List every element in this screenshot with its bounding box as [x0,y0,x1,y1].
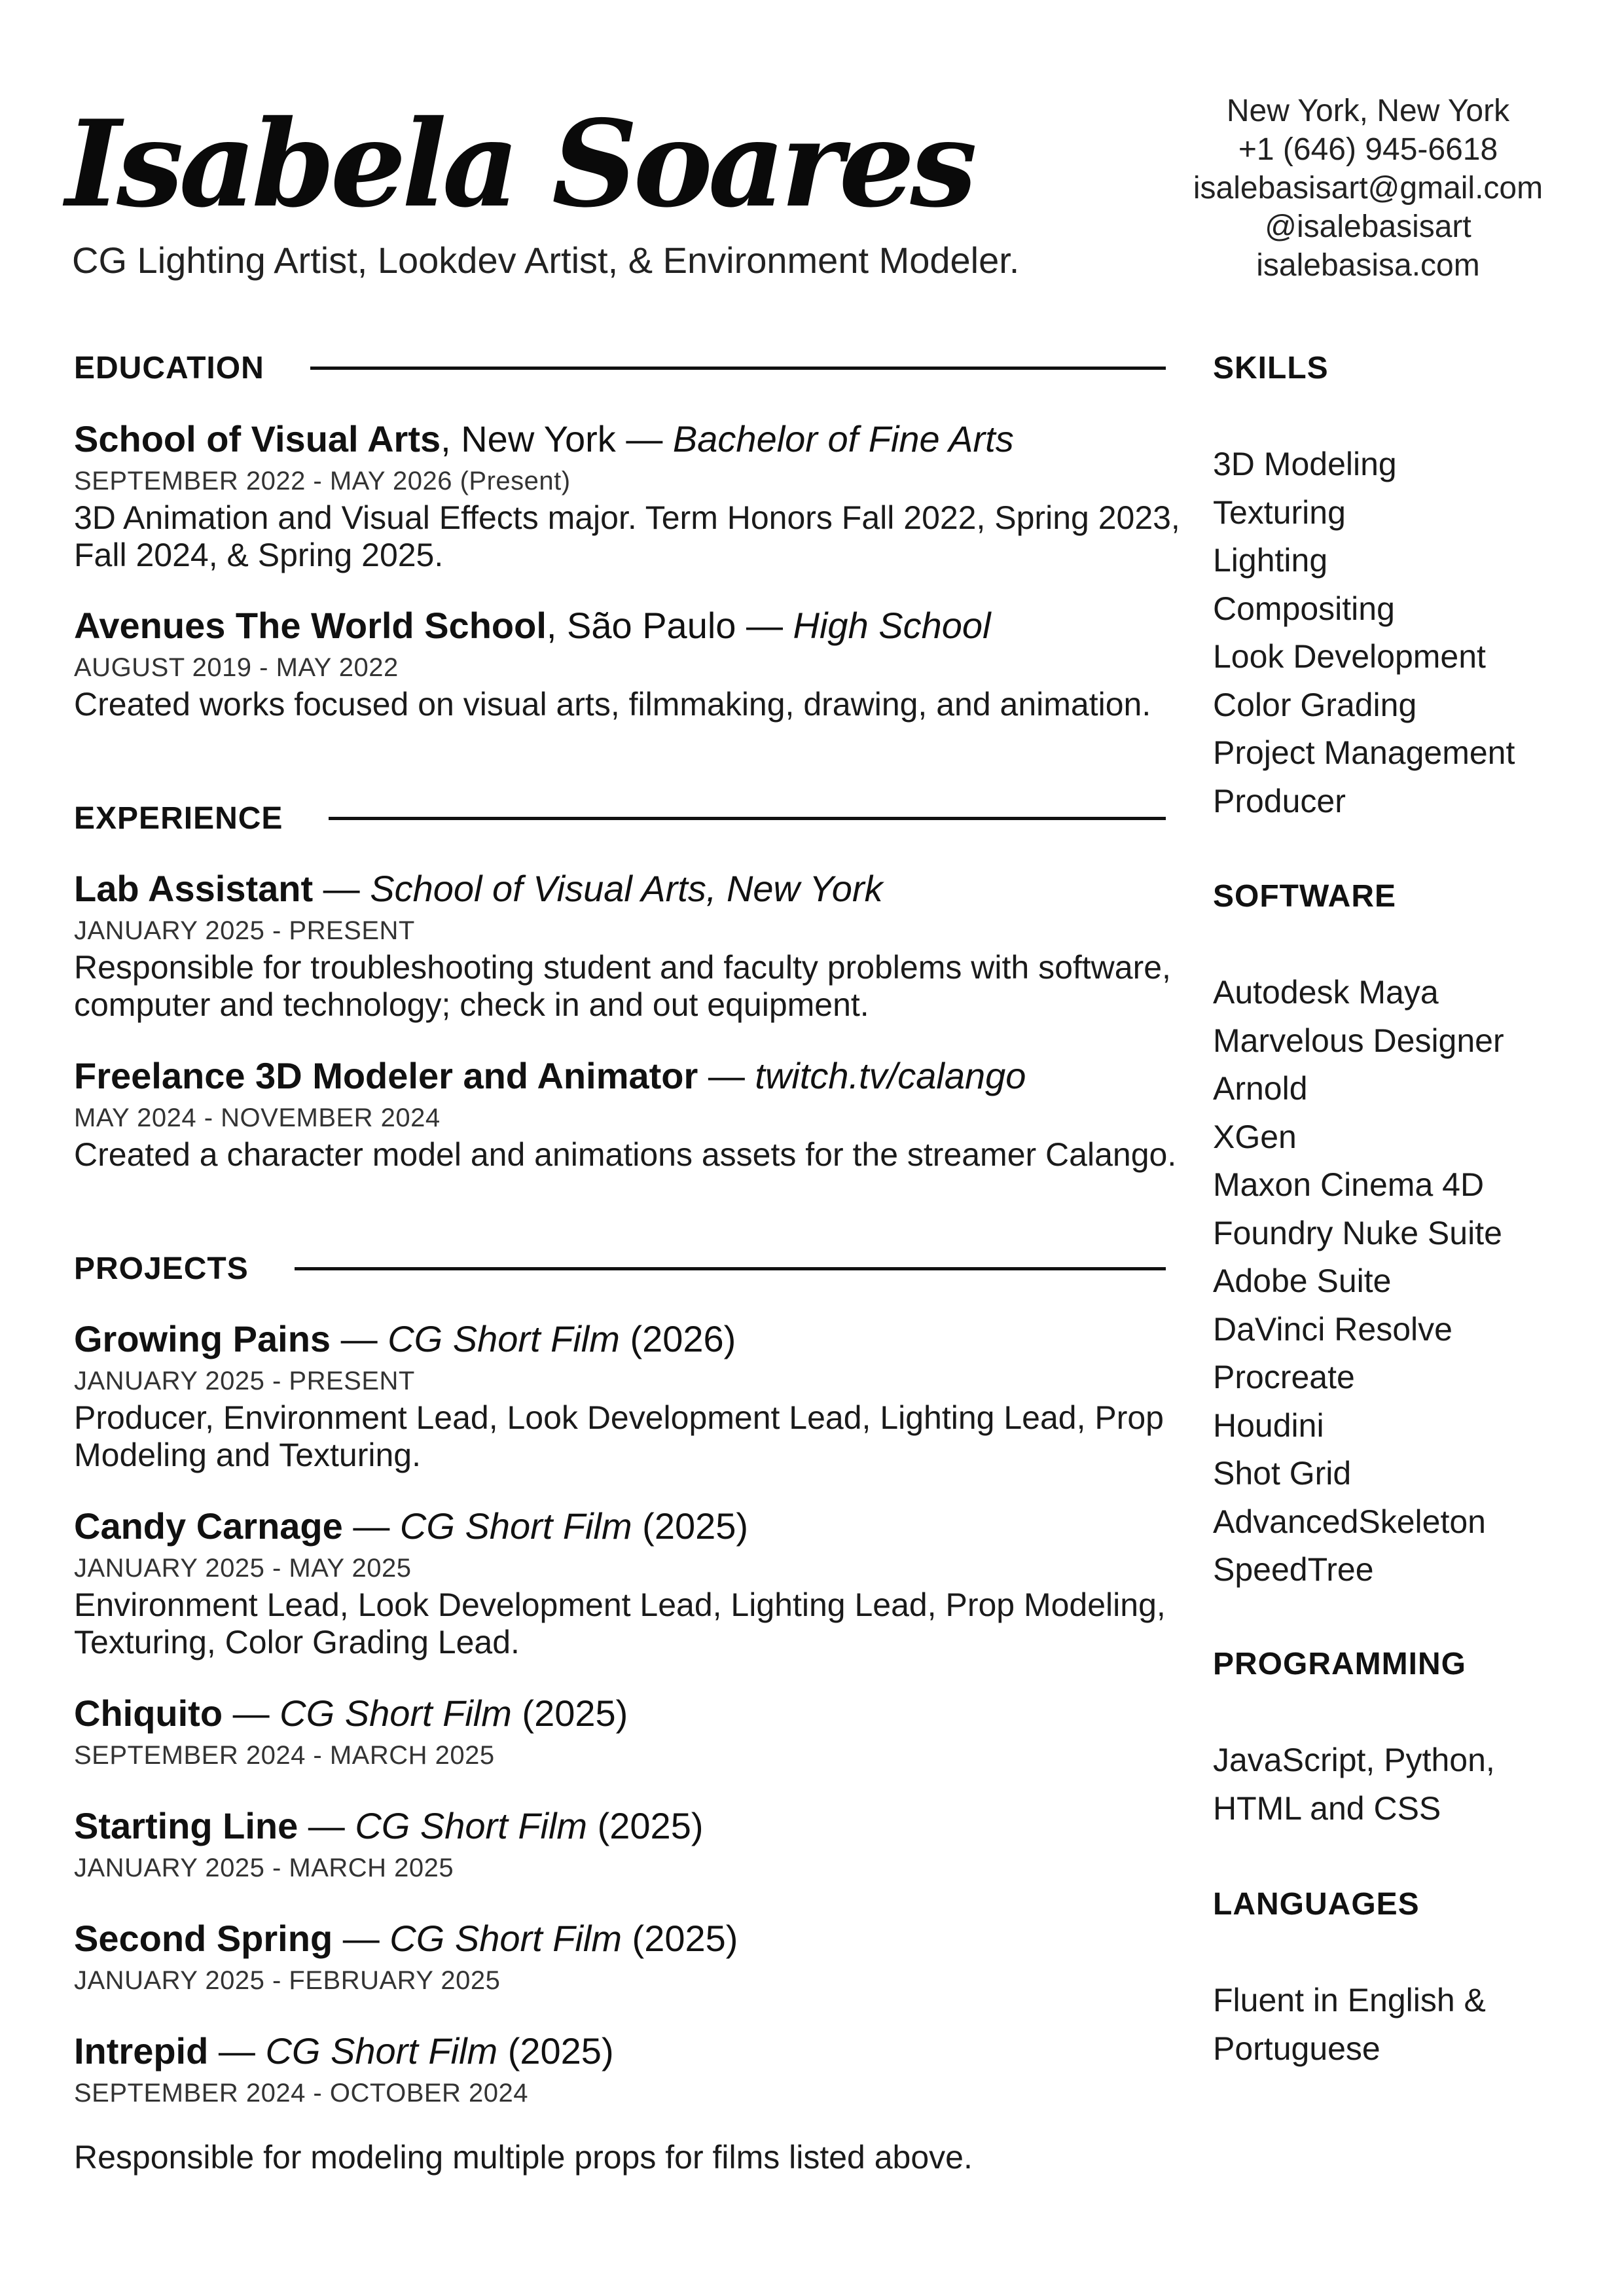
software-item: XGen [1213,1118,1297,1155]
software-item: Maxon Cinema 4D [1213,1166,1485,1203]
education-divider [310,367,1166,370]
project-kind: CG Short Film [355,1805,588,1846]
contact-website[interactable]: isalebasisa.com [1256,248,1480,283]
entry-description: Responsible for troubleshooting student and faculty problems with software, computer and technology; check in and out equipment. [74,949,1171,1023]
entry-date: SEPTEMBER 2022 - MAY 2026 (Present) [74,467,571,495]
software-item: AdvancedSkeleton [1213,1503,1486,1540]
entry-description: Environment Lead, Look Development Lead, Lighting Lead, Prop Modeling, Texturing, Color Grading Lead. [74,1587,1166,1660]
project-year: (2025) [587,1805,704,1846]
project-kind: CG Short Film [265,2030,498,2072]
skill-item: Project Management [1213,734,1515,771]
skill-item: Color Grading [1213,686,1417,723]
title-separator: — [313,868,370,909]
school-location: , São Paulo — [546,605,793,646]
project-year: (2025) [632,1505,749,1547]
languages-heading: LANGUAGES [1213,1887,1420,1922]
software-item: Marvelous Designer [1213,1022,1504,1059]
entry-title [74,1803,1180,1850]
entry-title [74,865,1180,912]
title-separator: — [208,2030,266,2072]
entry-description: Created works focused on visual arts, filmmaking, drawing, and animation. [74,686,1151,723]
entry-title [74,1915,1180,1962]
languages-text: Fluent in English & Portuguese [1213,1982,1486,2067]
education-entry [74,602,1180,723]
programming-heading: PROGRAMMING [1213,1647,1466,1681]
education-heading [74,348,1166,387]
entry-title [74,1503,1180,1550]
project-year: (2025) [511,1693,628,1734]
project-entry [74,1316,1180,1474]
projects-divider [295,1267,1166,1270]
title-separator: — [698,1055,755,1096]
experience-entry [74,1052,1180,1174]
projects-heading [74,1249,1166,1288]
project-year: (2025) [497,2030,614,2072]
entry-date: JANUARY 2025 - MAY 2025 [74,1554,412,1583]
candidate-name: Isabela Soares [65,94,973,234]
entry-title [74,1690,1180,1737]
entry-date: SEPTEMBER 2024 - MARCH 2025 [74,1741,495,1770]
project-entry [74,1503,1180,1661]
software-item: Shot Grid [1213,1455,1352,1492]
software-item: SpeedTree [1213,1551,1374,1588]
education-heading-label: EDUCATION [74,350,264,386]
project-entry [74,1690,1180,1774]
projects-footer-note: Responsible for modeling multiple props for films listed above. [74,2139,973,2176]
skill-item: 3D Modeling [1213,446,1397,482]
entry-date: JANUARY 2025 - PRESENT [74,1367,415,1395]
entry-title [74,416,1180,463]
entry-description: 3D Animation and Visual Effects major. Term Honors Fall 2022, Spring 2023, Fall 2024, & Spring 2025. [74,499,1180,573]
project-title: Candy Carnage [74,1505,343,1547]
job-title: Lab Assistant [74,868,314,909]
software-item: DaVinci Resolve [1213,1310,1453,1348]
title-separator: — [333,1918,390,1959]
entry-date: AUGUST 2019 - MAY 2022 [74,653,399,682]
skill-item: Look Development [1213,638,1486,675]
entry-title [74,2028,1180,2075]
experience-divider [329,817,1166,820]
job-org[interactable]: twitch.tv/calango [755,1055,1026,1096]
school-location: , New York — [441,418,673,459]
software-heading: SOFTWARE [1213,879,1396,914]
project-title: Growing Pains [74,1318,331,1359]
title-separator: — [298,1805,355,1846]
project-entry [74,2028,1180,2111]
software-item: Procreate [1213,1359,1355,1395]
project-title: Second Spring [74,1918,333,1959]
project-kind: CG Short Film [389,1918,622,1959]
project-title: Starting Line [74,1805,298,1846]
skills-heading: SKILLS [1213,351,1329,386]
software-item: Adobe Suite [1213,1263,1392,1299]
contact-email[interactable]: isalebasisart@gmail.com [1193,171,1543,206]
job-org: School of Visual Arts, New York [370,868,883,909]
school-name: School of Visual Arts [74,418,441,459]
software-item: Autodesk Maya [1213,974,1439,1011]
entry-description: Producer, Environment Lead, Look Development Lead, Lighting Lead, Prop Modeling and Texturing. [74,1399,1164,1473]
entry-date: JANUARY 2025 - FEBRUARY 2025 [74,1966,501,1995]
job-title: Freelance 3D Modeler and Animator [74,1055,698,1096]
experience-entry [74,865,1180,1024]
projects-heading-label: PROJECTS [74,1251,249,1286]
project-year: (2026) [619,1318,736,1359]
skill-item: Lighting [1213,542,1328,579]
contact-phone[interactable]: +1 (646) 945-6618 [1238,132,1498,167]
project-title: Intrepid [74,2030,209,2072]
entry-date: JANUARY 2025 - MARCH 2025 [74,1854,454,1882]
entry-date: SEPTEMBER 2024 - OCTOBER 2024 [74,2079,529,2108]
entry-title [74,1052,1180,1100]
project-entry [74,1915,1180,1999]
project-kind: CG Short Film [388,1318,620,1359]
project-year: (2025) [621,1918,738,1959]
software-item: Foundry Nuke Suite [1213,1214,1502,1251]
entry-date: JANUARY 2025 - PRESENT [74,916,415,945]
project-kind: CG Short Film [399,1505,632,1547]
skill-item: Producer [1213,782,1346,819]
experience-heading-label: EXPERIENCE [74,800,283,836]
title-separator: — [331,1318,388,1359]
experience-heading [74,798,1166,838]
skills-list [1213,440,1606,825]
candidate-tagline: CG Lighting Artist, Lookdev Artist, & Environment Modeler. [72,240,1020,281]
degree: Bachelor of Fine Arts [672,418,1014,459]
software-item: Arnold [1213,1070,1308,1107]
software-item: Houdini [1213,1407,1324,1444]
project-title: Chiquito [74,1693,223,1734]
entry-date: MAY 2024 - NOVEMBER 2024 [74,1103,441,1132]
education-entry [74,416,1180,574]
programming-text: JavaScript, Python, HTML and CSS [1213,1742,1495,1827]
entry-description: Created a character model and animations assets for the streamer Calango. [74,1136,1177,1173]
contact-handle[interactable]: @isalebasisart [1265,209,1471,244]
title-separator: — [342,1505,400,1547]
software-list [1213,969,1606,1594]
school-name: Avenues The World School [74,605,547,646]
degree: High School [793,605,991,646]
skill-item: Compositing [1213,590,1395,627]
project-kind: CG Short Film [280,1693,512,1734]
entry-title [74,602,1180,649]
contact-block [1139,92,1597,285]
skill-item: Texturing [1213,493,1346,531]
entry-title [74,1316,1180,1363]
project-entry [74,1803,1180,1886]
title-separator: — [223,1693,280,1734]
contact-location: New York, New York [1226,94,1510,128]
